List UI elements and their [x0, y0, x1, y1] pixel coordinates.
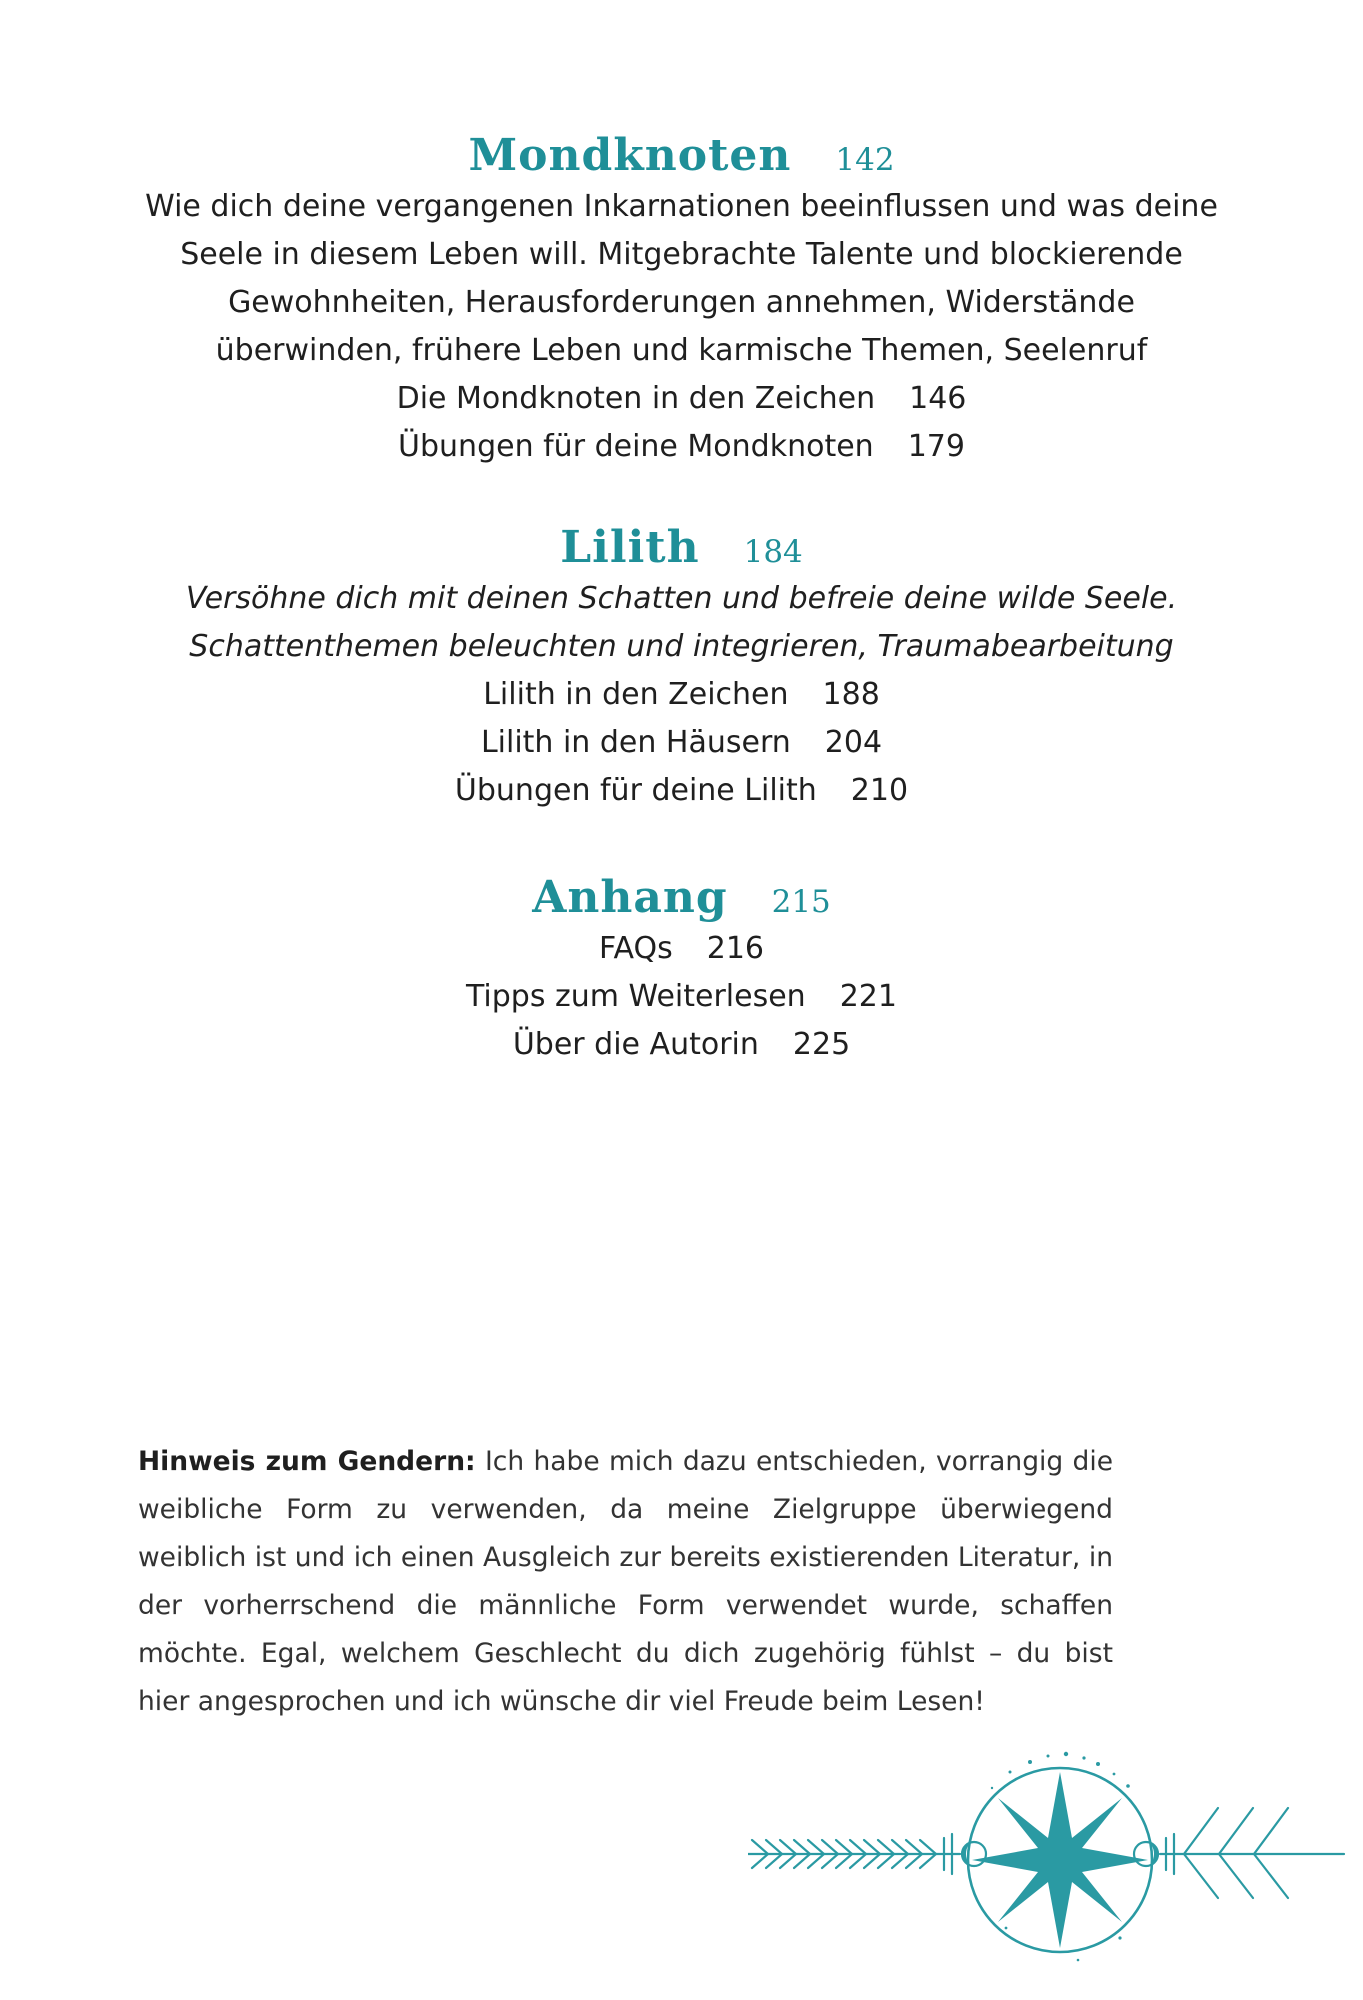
toc-entry-page: 221	[839, 979, 897, 1014]
gender-note-text: Ich habe mich dazu entschieden, vorrangig die weibliche Form zu verwenden, da meine Zielgruppe überwiegend weiblich ist und ich einen Ausgleich zur bereits existierenden Literatur, in der vorherrschend die männliche Form verwendet wurde, schaffen möchte. Egal, welchem Geschlecht du dich zugehörig fühlst – du bist hier angesprochen und ich wünsche dir viel Freude beim Lesen!	[138, 1446, 1114, 1717]
toc-entry[interactable]	[0, 925, 1363, 973]
gender-note	[138, 1438, 1113, 1726]
star-compass-ornament-icon	[748, 1748, 1348, 1982]
description-line: Seele in diesem Leben will. Mitgebrachte Talente und blockierende	[180, 237, 1183, 272]
toc-entry-page: 204	[824, 725, 883, 760]
description-line: Gewohnheiten, Herausforderungen annehmen, Widerstände	[228, 285, 1135, 320]
toc-entry-label: Über die Autorin	[512, 1027, 759, 1062]
description-line: überwinden, frühere Leben und karmische Themen, Seelenruf	[215, 333, 1148, 368]
toc-entry[interactable]	[0, 671, 1363, 719]
section-description	[0, 575, 1363, 671]
section-page-number: 142	[835, 142, 895, 178]
section-heading	[0, 522, 1363, 573]
toc-section-lilith	[0, 522, 1363, 815]
description-line: Wie dich deine vergangenen Inkarnationen beeinflussen und was deine	[145, 189, 1218, 224]
section-page-number: 215	[771, 884, 831, 920]
description-line: Versöhne dich mit deinen Schatten und befreie deine wilde Seele.	[185, 581, 1178, 616]
section-description	[0, 183, 1363, 375]
section-heading	[0, 872, 1363, 923]
gender-note-label: Hinweis zum Gendern:	[138, 1446, 476, 1477]
toc-section-mondknoten	[0, 130, 1363, 471]
section-page-number: 184	[743, 534, 803, 570]
toc-entry-label: FAQs	[598, 931, 673, 966]
toc-section-anhang	[0, 872, 1363, 1069]
toc-entry-label: Lilith in den Zeichen	[483, 677, 789, 712]
section-title: Lilith	[560, 522, 700, 573]
toc-entry-page: 188	[822, 677, 880, 712]
toc-entry[interactable]	[0, 767, 1363, 815]
toc-entry-page: 146	[909, 381, 967, 416]
toc-entry-page: 179	[907, 429, 965, 464]
toc-entry[interactable]	[0, 719, 1363, 767]
toc-entry-page: 210	[850, 773, 909, 808]
toc-entry[interactable]	[0, 423, 1363, 471]
toc-entry-label: Die Mondknoten in den Zeichen	[396, 381, 876, 416]
section-heading	[0, 130, 1363, 181]
toc-entry-label: Lilith in den Häusern	[480, 725, 791, 760]
toc-entry[interactable]	[0, 375, 1363, 423]
toc-entry[interactable]	[0, 973, 1363, 1021]
toc-entry-label: Übungen für deine Mondknoten	[398, 429, 874, 464]
toc-entry-page: 225	[792, 1027, 851, 1062]
toc-entry-page: 216	[706, 931, 764, 966]
toc-entry[interactable]	[0, 1021, 1363, 1069]
section-title: Mondknoten	[468, 130, 792, 181]
toc-entry-label: Tipps zum Weiterlesen	[466, 979, 806, 1014]
description-line: Schattenthemen beleuchten und integrieren, Traumabearbeitung	[189, 629, 1174, 664]
toc-entry-label: Übungen für deine Lilith	[454, 773, 817, 808]
section-title: Anhang	[532, 872, 728, 923]
